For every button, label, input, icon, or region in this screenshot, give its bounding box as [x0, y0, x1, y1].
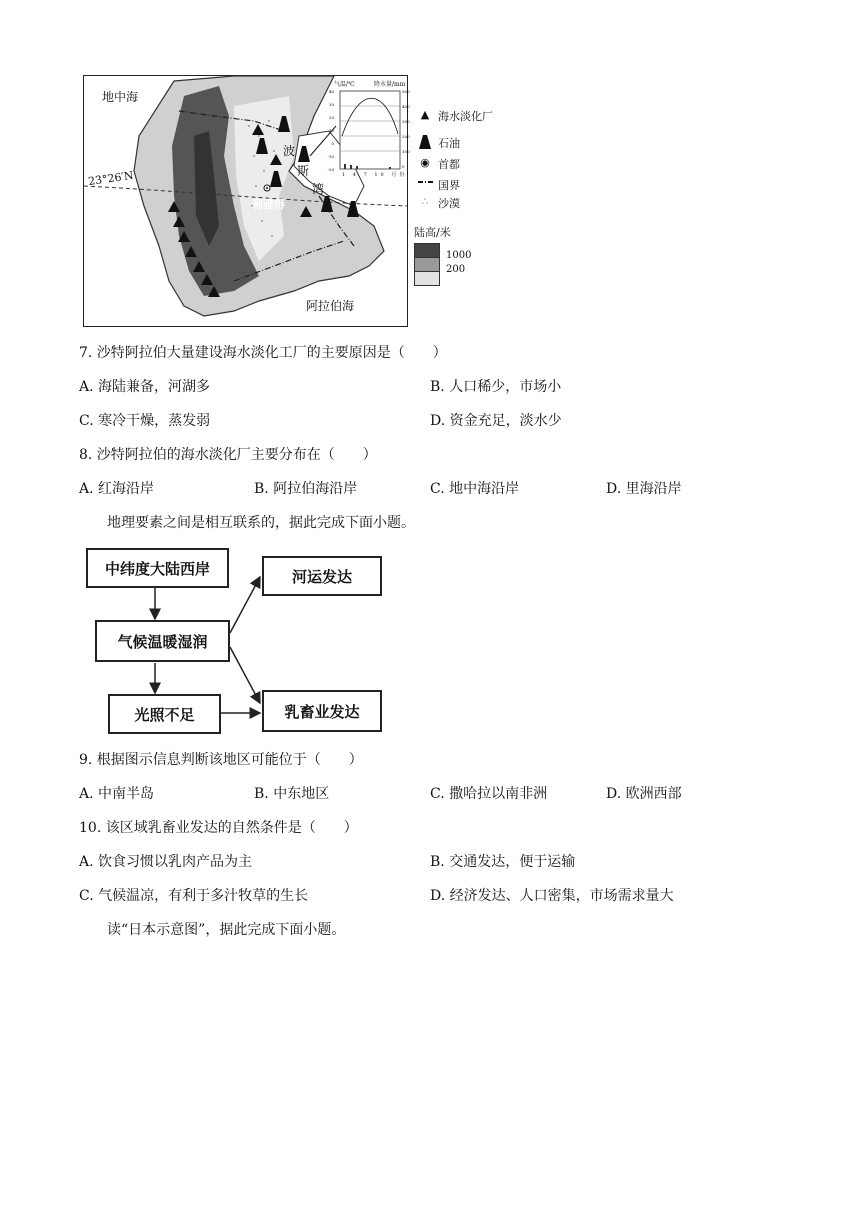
climate-chart: [340, 91, 400, 169]
gulf-label-1: 波: [283, 144, 296, 158]
chart-right-tick: 100: [402, 149, 410, 154]
chart-left-tick: 40: [328, 89, 334, 94]
oil-derrick-icon: [418, 135, 432, 152]
flow-box-low-sunshine: 光照不足: [108, 694, 221, 734]
q7-option-c: C. 寒冷干燥，蒸发弱: [79, 413, 211, 429]
q9-option-d: D. 欧洲西部: [606, 786, 682, 802]
gulf-label-2: 斯: [297, 164, 310, 178]
chart-right-tick: 0: [402, 164, 405, 169]
gulf-label-3: 湾: [312, 182, 325, 196]
chart-left-tick: -20: [327, 167, 334, 172]
intro-japan-map: 读“日本示意图”，据此完成下面小题。: [107, 922, 346, 938]
elev-200-label: 200: [446, 264, 466, 275]
flow-box-climate: 气候温暖湿润: [95, 620, 230, 662]
q8-option-a: A. 红海沿岸: [79, 481, 155, 497]
flow-box-dairy: 乳畜业发达: [262, 690, 382, 732]
chart-left-tick: 10: [328, 128, 334, 133]
q7-option-d: D. 资金充足，淡水少: [430, 413, 562, 429]
flow-box-river-transport: 河运发达: [262, 556, 382, 596]
capital-label: 利雅得: [252, 198, 285, 211]
chart-left-tick: 30: [328, 102, 334, 107]
question-10: 10. 该区域乳畜业发达的自然条件是（ ）: [79, 820, 358, 836]
q9-option-c: C. 撒哈拉以南非洲: [430, 786, 548, 802]
chart-right-tick: 300: [402, 119, 410, 124]
question-9: 9. 根据图示信息判断该地区可能位于（ ）: [79, 752, 363, 768]
map-drawing: [84, 76, 410, 326]
question-7: 7. 沙特阿拉伯大量建设海水淡化工厂的主要原因是（ ）: [79, 345, 447, 361]
mediterranean-label: 地中海: [102, 90, 139, 104]
chart-left-axis-title: 气温/℃: [334, 81, 355, 88]
latitude-label: 23°26′N: [87, 168, 135, 189]
border-line-icon: [418, 177, 432, 190]
chart-left-tick: 0: [331, 141, 334, 146]
q10-option-d: D. 经济发达、人口密集，市场需求量大: [430, 888, 674, 904]
flow-box-mid-latitude: 中纬度大陆西岸: [86, 548, 229, 588]
chart-left-tick: 20: [328, 115, 334, 120]
capital-icon: ◉: [420, 156, 430, 169]
q8-option-d: D. 里海沿岸: [606, 481, 682, 497]
elev-1000-label: 1000: [446, 250, 472, 261]
saudi-arabia-map: [83, 75, 408, 327]
chart-right-tick: 400: [402, 104, 410, 109]
arabian-sea-label: 阿拉伯海: [306, 299, 355, 313]
q8-option-c: C. 地中海沿岸: [430, 481, 520, 497]
chart-left-tick: -10: [327, 154, 334, 159]
q10-option-b: B. 交通发达，便于运输: [430, 854, 576, 870]
chart-x-ticks: 1 4 7 10 月份: [342, 172, 408, 178]
q8-option-b: B. 阿拉伯海沿岸: [254, 481, 358, 497]
intro-flowchart: 地理要素之间是相互联系的，据此完成下面小题。: [107, 515, 415, 531]
q7-option-a: A. 海陆兼备，河湖多: [79, 379, 211, 395]
chart-right-tick: 500: [402, 89, 410, 94]
q7-option-b: B. 人口稀少，市场小: [430, 379, 562, 395]
chart-right-axis-title: 降水量/mm: [374, 81, 406, 88]
q9-option-b: B. 中东地区: [254, 786, 330, 802]
elevation-scale: [414, 243, 440, 283]
q10-option-c: C. 气候温凉，有利于多汁牧草的生长: [79, 888, 309, 904]
chart-right-tick: 200: [402, 134, 410, 139]
q9-option-a: A. 中南半岛: [79, 786, 155, 802]
q10-option-a: A. 饮食习惯以乳肉产品为主: [79, 854, 253, 870]
question-8: 8. 沙特阿拉伯的海水淡化厂主要分布在（ ）: [79, 447, 377, 463]
triangle-icon: ▲: [420, 108, 430, 121]
desert-dots-icon: ∴: [421, 195, 429, 208]
